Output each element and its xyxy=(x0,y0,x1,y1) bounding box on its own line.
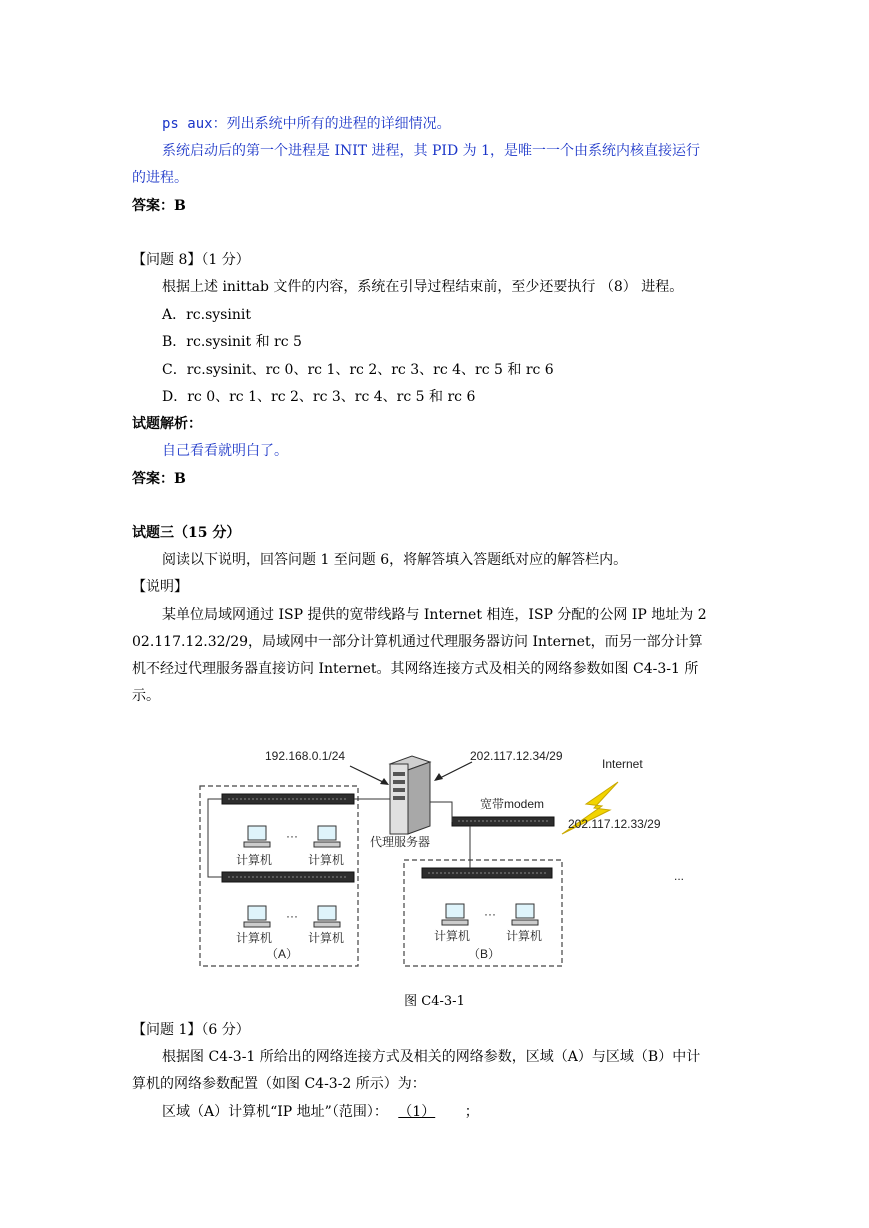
ellipsis-a2: ··· xyxy=(286,909,298,923)
option-c: C．rc.sysinit、rc 0、rc 1、rc 2、rc 3、rc 4、rc 5 和 rc 6 xyxy=(162,362,554,378)
init-line-2: 的进程。 xyxy=(132,170,188,186)
fill-blank-1: （1） xyxy=(398,1104,436,1120)
label-zone-b: （B） xyxy=(468,947,501,961)
explain-label: 【说明】 xyxy=(132,579,188,595)
question-1-text-1: 根据图 C4-3-1 所给出的网络连接方式及相关的网络参数，区域（A）与区域（B）中计 xyxy=(162,1049,701,1065)
figure-caption: 图 C4-3-1 xyxy=(404,994,465,1009)
analysis-text: 自己看看就明白了。 xyxy=(162,443,288,459)
label-proxy: 代理服务器 xyxy=(370,835,431,849)
fill-prefix: 区域（A）计算机“IP 地址”（范围）： xyxy=(162,1104,388,1120)
question-8-text: 根据上述 inittab 文件的内容，系统在引导过程结束前，至少还要执行 （8） 进程。 xyxy=(162,279,684,295)
label-computer: 计算机 xyxy=(506,929,543,943)
label-wan-ip: 202.117.12.34/29 xyxy=(470,749,563,763)
option-a: A．rc.sysinit xyxy=(162,307,251,323)
section-3-title: 试题三（15 分） xyxy=(132,525,241,541)
computer-icon xyxy=(314,826,340,847)
fill-suffix: ； xyxy=(464,1104,479,1120)
explain-line-1: 某单位局域网通过 ISP 提供的宽带线路与 Internet 相连，ISP 分配的公网 IP 地址为 2 xyxy=(162,607,707,623)
ps-aux-line: ps aux：列出系统中所有的进程的详细情况。 xyxy=(162,116,451,132)
computer-icon xyxy=(442,904,468,925)
arrow-lan-ip xyxy=(350,766,387,784)
explain-line-4: 示。 xyxy=(132,688,160,704)
label-modem: 宽带modem xyxy=(480,797,545,811)
explain-line-3: 机不经过代理服务器直接访问 Internet。其网络连接方式及相关的网络参数如图 C4-3-1 所 xyxy=(132,661,699,677)
question-1-text-2: 算机的网络参数配置（如图 C4-3-2 所示）为： xyxy=(132,1076,426,1092)
label-lan-ip: 192.168.0.1/24 xyxy=(265,749,346,763)
question-8-title: 【问题 8】（1 分） xyxy=(132,252,250,268)
answer-2: 答案：B xyxy=(132,471,186,487)
option-d: D．rc 0、rc 1、rc 2、rc 3、rc 4、rc 5 和 rc 6 xyxy=(162,389,476,405)
label-computer: 计算机 xyxy=(308,853,345,867)
label-computer: 计算机 xyxy=(308,931,345,945)
question-1-title: 【问题 1】（6 分） xyxy=(132,1022,250,1038)
ellipsis-a1: ··· xyxy=(286,829,298,843)
analysis-label: 试题解析： xyxy=(132,416,202,432)
label-internet: Internet xyxy=(602,757,643,771)
option-b: B．rc.sysinit 和 rc 5 xyxy=(162,334,302,350)
side-dots: ... xyxy=(674,869,685,883)
computer-icon xyxy=(512,904,538,925)
computer-icon xyxy=(244,906,270,927)
init-line-1: 系统启动后的第一个进程是 INIT 进程，其 PID 为 1，是唯一一个由系统内核直接运行 xyxy=(162,143,700,159)
computer-icon xyxy=(244,826,270,847)
label-modem-ip: 202.117.12.33/29 xyxy=(568,817,661,831)
label-computer: 计算机 xyxy=(236,853,273,867)
label-computer: 计算机 xyxy=(236,931,273,945)
section-3-intro: 阅读以下说明，回答问题 1 至问题 6，将解答填入答题纸对应的解答栏内。 xyxy=(162,552,628,568)
ellipsis-b: ··· xyxy=(484,907,496,921)
label-zone-a: （A） xyxy=(266,947,299,961)
question-1-fill xyxy=(162,1102,479,1122)
explain-line-2: 02.117.12.32/29，局域网中一部分计算机通过代理服务器访问 Internet，而另一部分计算 xyxy=(132,634,703,650)
computer-icon xyxy=(314,906,340,927)
label-computer: 计算机 xyxy=(434,929,471,943)
proxy-server-icon xyxy=(390,756,430,834)
network-diagram xyxy=(190,742,685,978)
answer-1: 答案：B xyxy=(132,198,186,214)
